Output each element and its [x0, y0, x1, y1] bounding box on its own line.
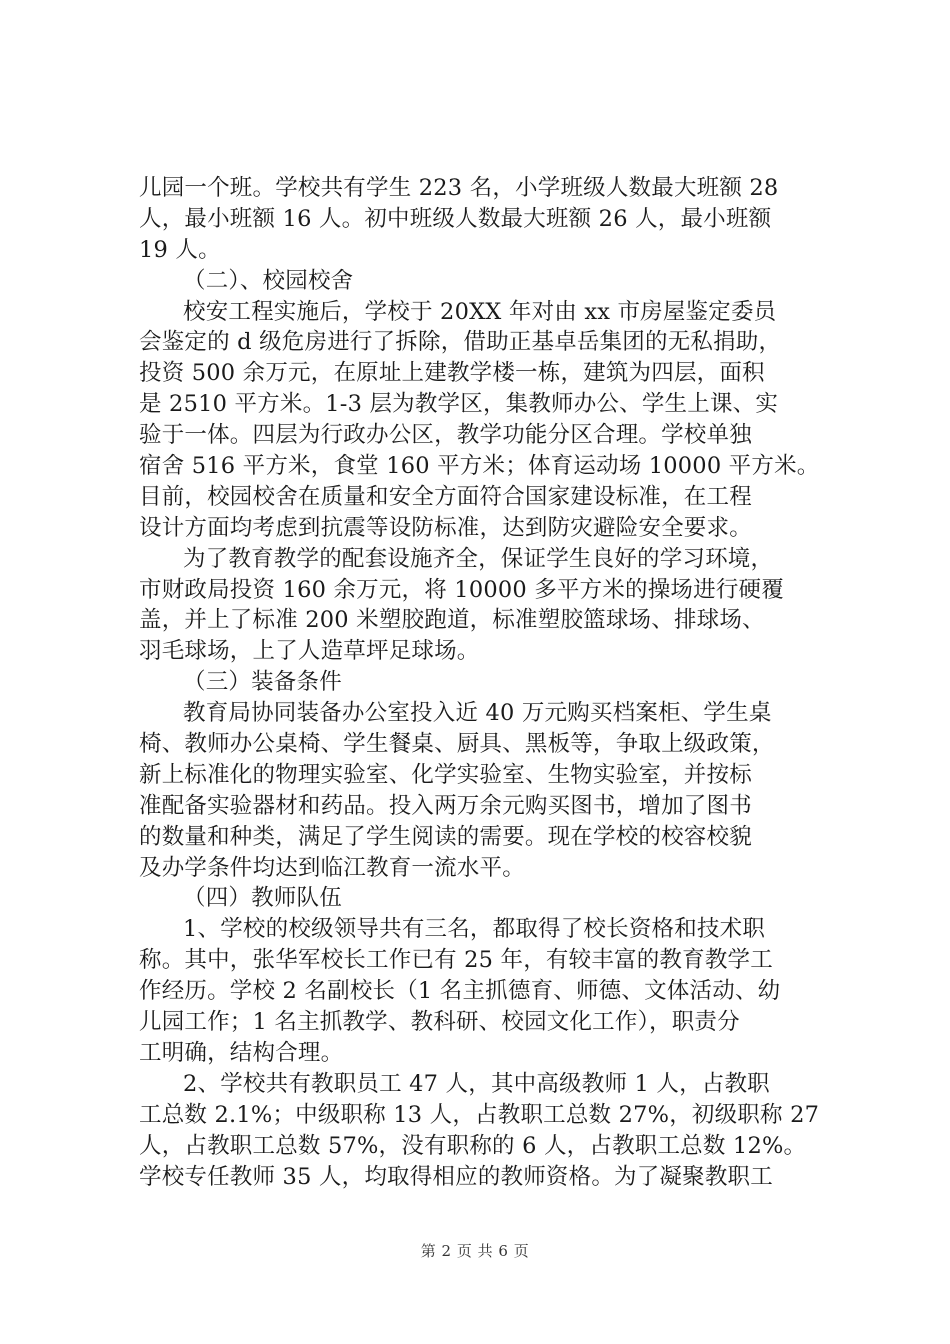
text-line: 准配备实验器材和药品。投入两万余元购买图书，增加了图书	[139, 792, 752, 819]
page-footer	[0, 1240, 950, 1261]
text-line: 目前，校园校舍在质量和安全方面符合国家建设标准，在工程	[139, 483, 752, 510]
text-line: 羽毛球场，上了人造草坪足球场。	[139, 638, 480, 665]
text-line: 宿舍 516 平方米，食堂 160 平方米；体育运动场 10000 平方米。	[139, 453, 820, 480]
paragraph-start: 教育局协同装备办公室投入近 40 万元购买档案柜、学生桌	[183, 700, 772, 727]
page-number-label: 第 2 页 共 6 页	[420, 1242, 530, 1260]
text-line: 儿园工作；1 名主抓教学、教科研、校园文化工作），职责分	[139, 1009, 740, 1036]
text-line: 19 人。	[139, 236, 221, 263]
text-line: 工总数 2.1%；中级职称 13 人，占教职工总数 27%，初级职称 27	[139, 1101, 820, 1128]
paragraph-start: 2、学校共有教职员工 47 人，其中高级教师 1 人，占教职	[183, 1070, 770, 1097]
text-line: 投资 500 余万元，在原址上建教学楼一栋，建筑为四层，面积	[139, 360, 765, 387]
document-body	[139, 173, 829, 1192]
text-line: 椅、教师办公桌椅、学生餐桌、厨具、黑板等，争取上级政策，	[139, 731, 775, 758]
text-line: 称。其中，张华军校长工作已有 25 年，有较丰富的教育教学工	[139, 947, 773, 974]
text-line: 作经历。学校 2 名副校长（1 名主抓德育、师德、文体活动、幼	[139, 978, 781, 1005]
paragraph-start: 1、学校的校级领导共有三名，都取得了校长资格和技术职	[183, 916, 766, 943]
text-line: 是 2510 平方米。1-3 层为教学区，集教师办公、学生上课、实	[139, 391, 779, 418]
section-heading: （二）、校园校舍	[183, 267, 354, 294]
text-line: 的数量和种类，满足了学生阅读的需要。现在学校的校容校貌	[139, 823, 752, 850]
text-line: 设计方面均考虑到抗震等设防标准，达到防灾避险安全要求。	[139, 514, 752, 541]
text-line: 儿园一个班。学校共有学生 223 名，小学班级人数最大班额 28	[139, 175, 779, 201]
text-line: 会鉴定的 d 级危房进行了拆除，借助正基卓岳集团的无私捐助，	[139, 329, 782, 356]
section-heading: （四）教师队伍	[183, 885, 342, 912]
text-line: 工明确，结构合理。	[139, 1039, 344, 1066]
text-line: 验于一体。四层为行政办公区，教学功能分区合理。学校单独	[139, 422, 752, 449]
text-line: 学校专任教师 35 人，均取得相应的教师资格。为了凝聚教职工	[139, 1163, 773, 1190]
text-line: 新上标准化的物理实验室、化学实验室、生物实验室，并按标	[139, 761, 752, 788]
paragraph-start: 校安工程实施后，学校于 20XX 年对由 xx 市房屋鉴定委员	[183, 298, 777, 325]
text-line: 人，占教职工总数 57%，没有职称的 6 人，占教职工总数 12%。	[139, 1132, 807, 1159]
section-heading: （三）装备条件	[183, 669, 342, 696]
paragraph-start: 为了教育教学的配套设施齐全，保证学生良好的学习环境，	[183, 545, 774, 572]
text-line: 人，最小班额 16 人。初中班级人数最大班额 26 人，最小班额	[139, 205, 772, 232]
text-line: 及办学条件均达到临江教育一流水平。	[139, 854, 525, 881]
text-line: 盖，并上了标准 200 米塑胶跑道，标准塑胶篮球场、排球场、	[139, 607, 765, 634]
text-line: 市财政局投资 160 余万元，将 10000 多平方米的操场进行硬覆	[139, 576, 784, 603]
